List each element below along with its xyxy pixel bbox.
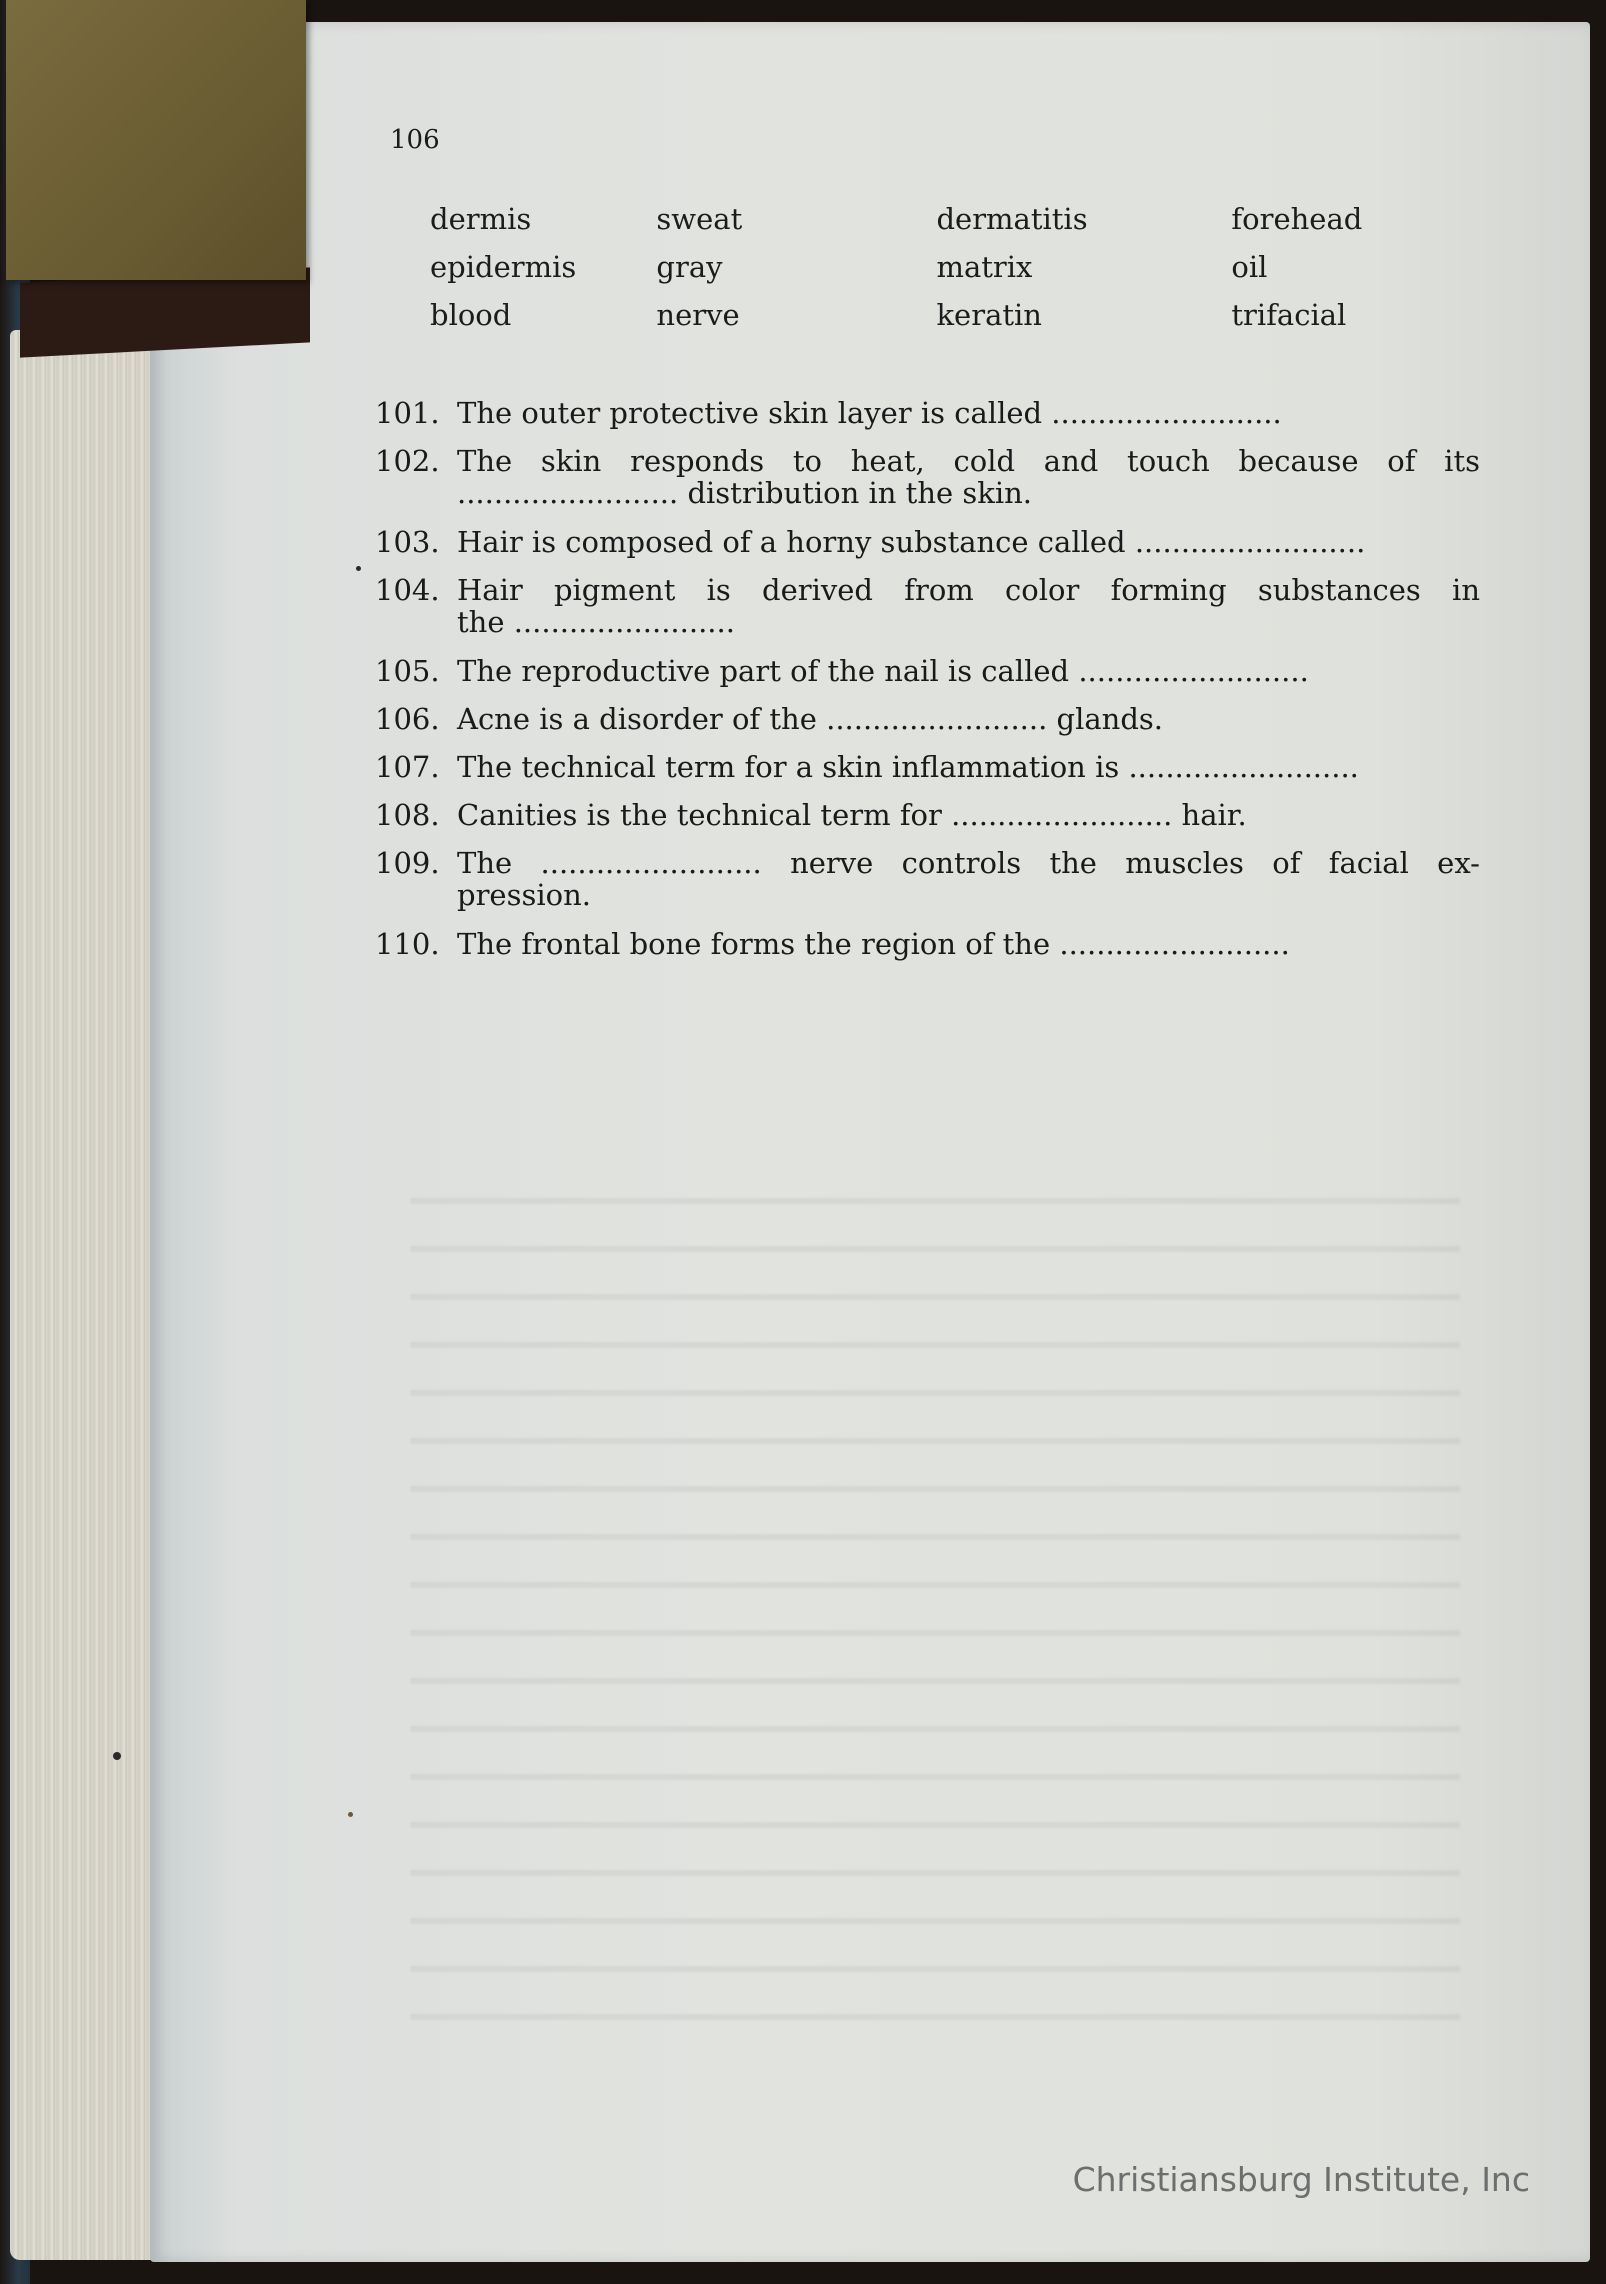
question-number: 109. xyxy=(375,846,440,880)
ink-speck xyxy=(113,1752,121,1760)
question-107 xyxy=(375,751,1480,783)
tab-shadow xyxy=(20,267,310,357)
question-number: 108. xyxy=(375,798,440,832)
question-106 xyxy=(375,703,1480,735)
word-bank-term: dermatitis xyxy=(936,202,1088,236)
question-text-line-2: ........................ distribution in the skin. xyxy=(457,476,1033,510)
word-bank-row xyxy=(430,291,1430,339)
question-102 xyxy=(375,445,1480,509)
page-stack-edge xyxy=(10,330,170,2260)
question-text: The reproductive part of the nail is called ......................... xyxy=(457,654,1309,688)
word-bank-term: dermis xyxy=(430,202,532,236)
word-bank-term: epidermis xyxy=(430,250,577,284)
question-number: 102. xyxy=(375,444,440,478)
question-103 xyxy=(375,526,1480,558)
question-number: 107. xyxy=(375,750,440,784)
question-text: The technical term for a skin inflammation is ......................... xyxy=(457,750,1359,784)
question-text-line-2: pression. xyxy=(457,878,591,912)
question-text: The outer protective skin layer is called ......................... xyxy=(457,396,1282,430)
word-bank-row xyxy=(430,195,1430,243)
question-text-line-1: The ........................ nerve controls the muscles of facial ex- xyxy=(457,846,1480,880)
question-text: Acne is a disorder of the ........................ glands. xyxy=(457,702,1164,736)
question-108 xyxy=(375,799,1480,831)
question-101 xyxy=(375,397,1480,429)
page-number: 106 xyxy=(390,125,440,155)
question-text: Canities is the technical term for ........................ hair. xyxy=(457,798,1247,832)
word-bank-term: oil xyxy=(1231,250,1268,284)
question-number: 103. xyxy=(375,525,440,559)
question-number: 101. xyxy=(375,396,440,430)
word-bank-term: keratin xyxy=(936,298,1042,332)
word-bank-term: trifacial xyxy=(1231,298,1347,332)
question-number: 106. xyxy=(375,702,440,736)
word-bank-term: forehead xyxy=(1231,202,1363,236)
word-bank-term: blood xyxy=(430,298,512,332)
ink-speck xyxy=(348,1812,353,1817)
word-bank-term: nerve xyxy=(656,298,740,332)
word-bank-term: sweat xyxy=(656,202,743,236)
question-110 xyxy=(375,928,1480,960)
bleed-through-text xyxy=(410,1172,1460,2052)
word-bank-row xyxy=(430,243,1430,291)
question-number: 110. xyxy=(375,927,440,961)
word-bank xyxy=(430,195,1430,339)
question-109 xyxy=(375,847,1480,911)
question-text-line-1: Hair pigment is derived from color forming substances in xyxy=(457,573,1480,607)
question-text: The frontal bone forms the region of the ......................... xyxy=(457,927,1290,961)
question-number: 105. xyxy=(375,654,440,688)
question-104 xyxy=(375,574,1480,638)
question-text-line-2: the ........................ xyxy=(457,605,735,639)
book-page xyxy=(150,22,1590,2262)
question-number: 104. xyxy=(375,573,440,607)
question-105 xyxy=(375,655,1480,687)
word-bank-term: gray xyxy=(656,250,723,284)
question-text: Hair is composed of a horny substance called ......................... xyxy=(457,525,1366,559)
word-bank-term: matrix xyxy=(936,250,1033,284)
watermark: Christiansburg Institute, Inc xyxy=(1072,2160,1530,2199)
question-text-line-1: The skin responds to heat, cold and touch because of its xyxy=(457,444,1480,478)
ink-speck xyxy=(356,566,361,571)
index-tab xyxy=(6,0,306,280)
